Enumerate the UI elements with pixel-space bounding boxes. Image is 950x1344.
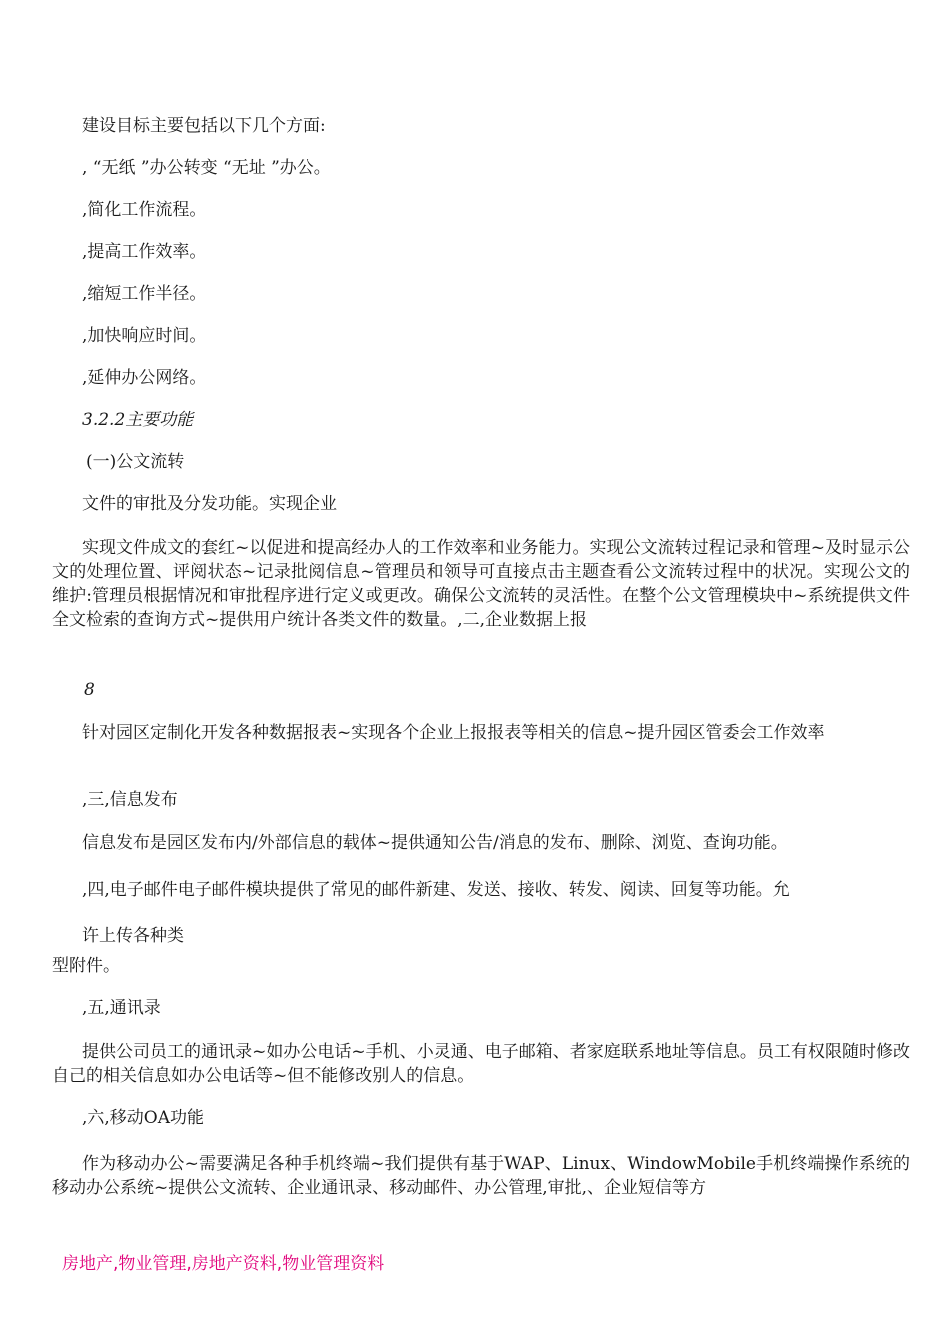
paragraph: 信息发布是园区发布内/外部信息的载体~提供通知公告/消息的发布、删除、浏览、查询功能。 [82, 833, 788, 853]
paragraph: ,四,电子邮件电子邮件模块提供了常见的邮件新建、发送、接收、转发、阅读、回复等功能。允 [82, 880, 790, 900]
goal-item: ,延伸办公网络。 [82, 368, 207, 388]
subsection-heading: ,五,通讯录 [82, 998, 161, 1018]
goal-item: ,加快响应时间。 [82, 326, 207, 346]
paragraph: 提供公司员工的通讯录~如办公电话~手机、小灵通、电子邮箱、者家庭联系地址等信息。员工有权限随时修改自己的相关信息如办公电话等~但不能修改别人的信息。 [52, 1042, 910, 1086]
footer-keywords: 房地产,物业管理,房地产资料,物业管理资料 [62, 1254, 385, 1274]
paragraph: 实现文件成文的套红~以促进和提高经办人的工作效率和业务能力。实现公文流转过程记录和管理~及时显示公文的处理位置、评阅状态~记录批阅信息~管理员和领导可直接点击主题查看公文流转过程中的状况。实现公文的维护:管理员根据情况和审批程序进行定义或更改。确保公文流转的灵活性。在整个公文管理模块中~系统提供文件全文检索的查询方式~提供用户统计各类文件的数量。,二,企业数据上报 [52, 538, 910, 630]
section-heading: 3.2.2主要功能 [82, 410, 194, 430]
goal-item: , “无纸 ”办公转变 “无址 ”办公。 [82, 158, 331, 178]
goal-item: ,简化工作流程。 [82, 200, 207, 220]
subsection-heading: (一)公文流转 [86, 452, 185, 472]
paragraph: 针对园区定制化开发各种数据报表~实现各个企业上报报表等相关的信息~提升园区管委会工作效率 [82, 723, 825, 743]
page-number: 8 [84, 680, 95, 700]
goal-item: ,缩短工作半径。 [82, 284, 207, 304]
paragraph: 型附件。 [52, 956, 120, 976]
subsection-heading: ,三,信息发布 [82, 790, 178, 810]
goal-item: ,提高工作效率。 [82, 242, 207, 262]
intro-line: 建设目标主要包括以下几个方面: [82, 116, 326, 136]
paragraph: 许上传各种类 [82, 926, 184, 946]
subsection-heading: ,六,移动OA功能 [82, 1108, 205, 1128]
paragraph: 文件的审批及分发功能。实现企业 [82, 494, 337, 514]
paragraph: 作为移动办公~需要满足各种手机终端~我们提供有基于WAP、Linux、WindowMobile手机终端操作系统的移动办公系统~提供公文流转、企业通讯录、移动邮件、办公管理,审批,、企业短信等方 [52, 1154, 910, 1198]
